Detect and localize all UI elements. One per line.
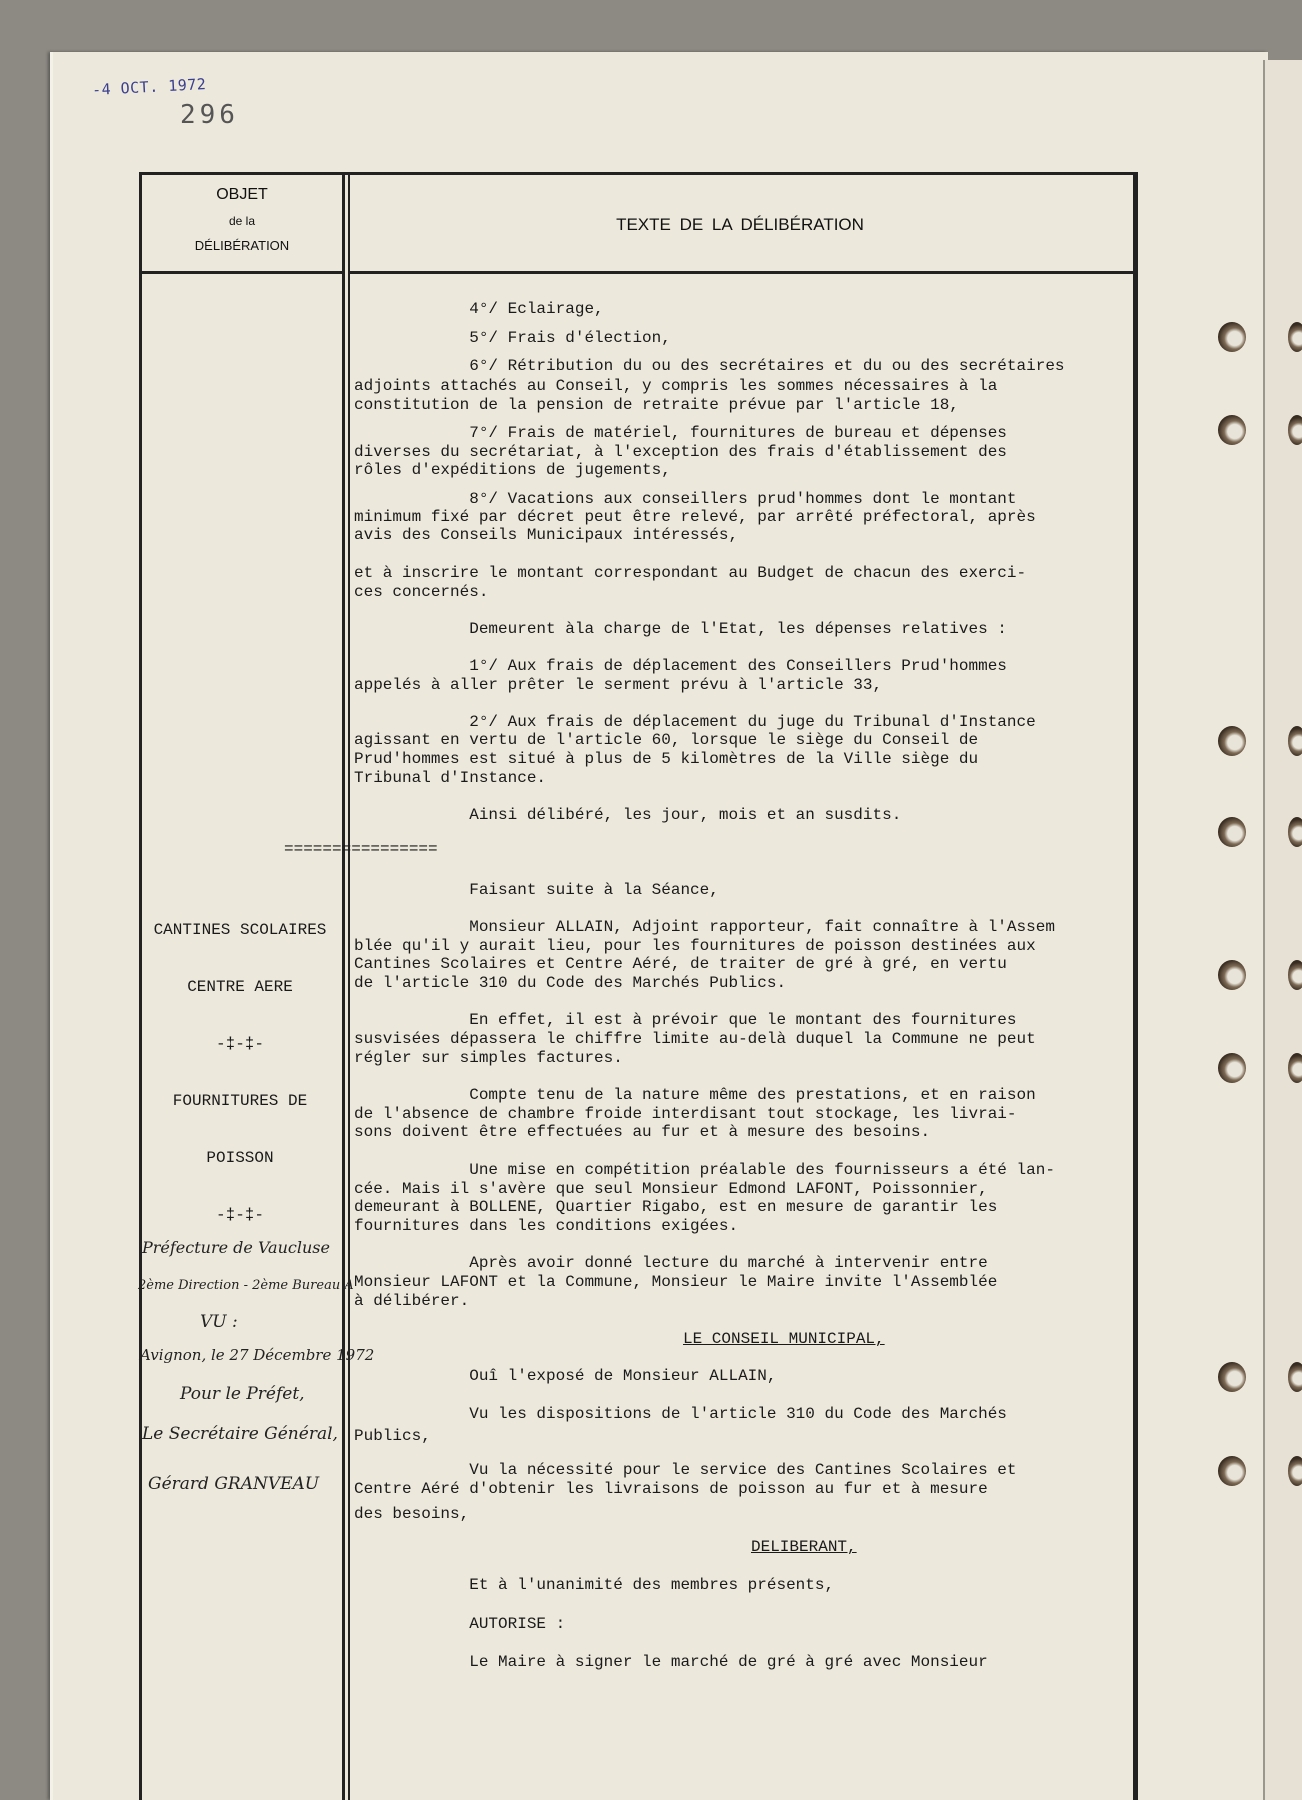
punch-hole [1218,415,1246,445]
punch-hole [1288,960,1302,990]
punch-hole [1288,817,1302,847]
margin-subject [142,883,338,1244]
column-header-objet [142,186,342,253]
punch-hole [1288,1456,1302,1486]
subject-line: -‡-‡- [215,1206,264,1224]
header-de-la: de la [228,214,256,228]
subject-line: CANTINES SCOLAIRES [153,921,327,939]
body-line: Prud'hommes est situé à plus de 5 kilomètres de la Ville siège du [354,750,979,768]
body-line: avis des Conseils Municipaux intéressés, [354,526,739,544]
body-line: 1°/ Aux frais de déplacement des Conseillers Prud'hommes [354,657,1007,675]
body-line: Centre Aéré d'obtenir les livraisons de poisson au fur et à mesure [354,1480,988,1498]
body-line: adjoints attachés au Conseil, y compris les sommes nécessaires à la [354,377,998,395]
form-border [1135,172,1138,1800]
body-line: 5°/ Frais d'élection, [354,329,671,347]
body-line: Faisant suite à la Séance, [354,881,719,899]
punch-hole [1218,1053,1246,1083]
header-divider [142,271,342,274]
section-heading: DELIBERANT, [751,1538,857,1556]
body-line: Vu la nécessité pour le service des Cantines Scolaires et [354,1461,1017,1479]
header-objet: OBJET [216,186,268,203]
punch-hole [1288,1053,1302,1083]
page-number: 296 [180,100,239,130]
body-line: minimum fixé par décret peut être relevé, par arrêté préfectoral, après [354,508,1036,526]
body-line: Et à l'unanimité des membres présents, [354,1576,835,1594]
body-line: Publics, [354,1427,431,1445]
punch-hole [1218,1456,1246,1486]
punch-hole [1218,817,1246,847]
punch-hole [1218,1362,1246,1392]
handwritten-note: 2ème Direction - 2ème Bureau A [138,1278,354,1293]
punch-hole [1288,1362,1302,1392]
subject-line: CENTRE AERE [187,978,293,996]
body-line: 2°/ Aux frais de déplacement du juge du Tribunal d'Instance [354,713,1036,731]
handwritten-note: Gérard GRANVEAU [148,1474,320,1494]
body-line: fournitures dans les conditions exigées. [354,1217,739,1235]
body-line: Une mise en compétition préalable des fournisseurs a été lan- [354,1161,1055,1179]
body-line: 6°/ Rétribution du ou des secrétaires et du ou des secrétaires [354,357,1065,375]
handwritten-note: Préfecture de Vaucluse [142,1238,330,1257]
body-line: régler sur simples factures. [354,1049,623,1067]
body-line: constitution de la pension de retraite prévue par l'article 18, [354,396,959,414]
body-line: AUTORISE : [354,1615,566,1633]
body-line: agissant en vertu de l'article 60, lorsque le siège du Conseil de [354,731,979,749]
body-line: Monsieur LAFONT et la Commune, Monsieur le Maire invite l'Assemblée [354,1273,998,1291]
punch-hole [1288,726,1302,756]
handwritten-note: Le Secrétaire Général, [142,1424,338,1444]
header-deliberation: DÉLIBÉRATION [194,238,290,253]
next-page-edge [1263,60,1302,1800]
body-line: Compte tenu de la nature même des prestations, et en raison [354,1086,1036,1104]
body-line: sons doivent être effectuées au fur et à mesure des besoins. [354,1123,931,1141]
body-line: En effet, il est à prévoir que le montant des fournitures [354,1011,1017,1029]
body-line: Demeurent àla charge de l'Etat, les dépenses relatives : [354,620,1007,638]
body-line: blée qu'il y aurait lieu, pour les fournitures de poisson destinées aux [354,937,1036,955]
section-heading: LE CONSEIL MUNICIPAL, [683,1330,885,1348]
subject-line: FOURNITURES DE [172,1092,308,1110]
body-line: cée. Mais il s'avère que seul Monsieur Edmond LAFONT, Poissonnier, [354,1180,988,1198]
body-line: Ouî l'exposé de Monsieur ALLAIN, [354,1367,777,1385]
body-line: diverses du secrétariat, à l'exception des frais d'établissement des [354,443,1007,461]
body-line: 4°/ Eclairage, [354,300,604,318]
body-line: susvisées dépassera le chiffre limite au-delà duquel la Commune ne peut [354,1030,1036,1048]
punch-hole [1288,322,1302,352]
body-line: demeurant à BOLLENE, Quartier Rigabo, est en mesure de garantir les [354,1198,998,1216]
body-line: Cantines Scolaires et Centre Aéré, de traiter de gré à gré, en vertu [354,955,1007,973]
body-line: appelés à aller prêter le serment prévu à l'article 33, [354,676,883,694]
handwritten-note: VU : [200,1312,238,1332]
punch-hole [1218,726,1246,756]
punch-hole [1218,322,1246,352]
form-border [139,172,1138,175]
body-line: et à inscrire le montant correspondant au Budget de chacun des exerci- [354,564,1027,582]
punch-hole [1288,415,1302,445]
body-line: 7°/ Frais de matériel, fournitures de bureau et dépenses [354,424,1007,442]
header-divider [350,271,1135,274]
body-line: Le Maire à signer le marché de gré à gré avec Monsieur [354,1653,988,1671]
column-header-texte: TEXTE DE LA DÉLIBÉRATION [616,215,864,234]
separator-rule: ================ [284,840,438,858]
body-line: de l'article 310 du Code des Marchés Publics. [354,974,787,992]
body-line: Vu les dispositions de l'article 310 du Code des Marchés [354,1405,1007,1423]
body-line: Tribunal d'Instance. [354,769,547,787]
column-divider [342,172,345,1800]
body-line: Ainsi délibéré, les jour, mois et an susdits. [354,806,902,824]
handwritten-note: Pour le Préfet, [180,1384,305,1404]
column-divider [348,172,350,1800]
date-stamp: -4 OCT. 1972 [91,75,207,99]
body-line: de l'absence de chambre froide interdisant tout stockage, les livrai- [354,1105,1017,1123]
body-line: 8°/ Vacations aux conseillers prud'hommes dont le montant [354,490,1017,508]
body-line: des besoins, [354,1505,470,1523]
subject-line: -‡-‡- [215,1035,264,1053]
body-line: à délibérer. [354,1292,470,1310]
body-line: rôles d'expéditions de jugements, [354,461,671,479]
body-line: ces concernés. [354,583,489,601]
punch-hole [1218,960,1246,990]
subject-line: POISSON [206,1149,274,1167]
body-line: Après avoir donné lecture du marché à intervenir entre [354,1254,988,1272]
body-line: Monsieur ALLAIN, Adjoint rapporteur, fait connaître à l'Assem [354,918,1055,936]
handwritten-note: Avignon, le 27 Décembre 1972 [140,1346,375,1364]
form-border [1133,172,1135,1800]
